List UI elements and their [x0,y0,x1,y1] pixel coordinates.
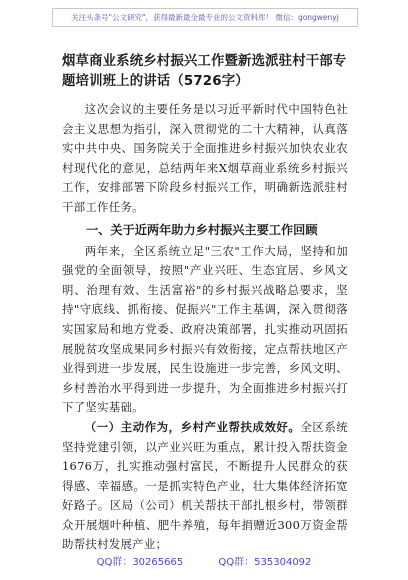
header-banner: 关注头条号"公文研究"，获得最新最全最专业的公文资料库！ 微信：gongwenyj [52,8,358,27]
section-heading: 一、关于近两年助力乡村振兴主要工作回顾 [86,222,318,237]
footer [0,553,408,568]
footer-qq-2: QQ群：535304092 [218,557,312,568]
subsection-heading: （一）主动作为，乡村产业帮扶成效好。 [84,419,301,434]
section-paragraph: 两年来，全区系统立足"三农"工作大局，坚持和加强党的全面领导，按照"产业兴旺、生态宜居、乡风文明、治理有效、生活富裕"的乡村振兴战略总要求，坚持"守底线、抓衔接、促振兴"工作主基调，深入贯彻落实国家局和地方党委、政府决策部署，扎实推动巩固拓展脱贫攻坚成果同乡村振兴有效衔接，定点帮扶地区产业得到进一步发展，民生设施进一步完善，乡风文明、乡村善治水平得到进一步提升，为全面推进乡村振兴打下了坚实基础。 [62,243,348,415]
document-body [62,52,348,555]
footer-qq-1: QQ群：30265665 [96,557,184,568]
document-title: 烟草商业系统乡村振兴工作暨新选派驻村干部专题培训班上的讲话（5726字） [62,54,347,89]
intro-paragraph: 这次会议的主要任务是以习近平新时代中国特色社会主义思想为指引，深入贯彻党的二十大精神，认真落实中共中央、国务院关于全面推进乡村振兴加快农业农村现代化的意见，总结两年来X烟草商业系统乡村振兴工作，安排部署下阶段乡村振兴工作，明确新选派驻村干部工作任务。 [62,102,348,214]
subsection-paragraph [62,418,348,555]
subsection-text: 全区系统坚持党建引领，以产业兴旺为重点，累计投入帮扶资金1676万，扎实推动强村富民，不断提升人民群众的获得感、幸福感。一是抓实特色产业，壮大集体经济拓宽好路子。区局（公司）机关帮扶干部扎根乡村，带领群众开展烟叶种植、肥牛养殖，每年捐赠近300万资金帮助帮扶村发展产业； [62,419,348,552]
